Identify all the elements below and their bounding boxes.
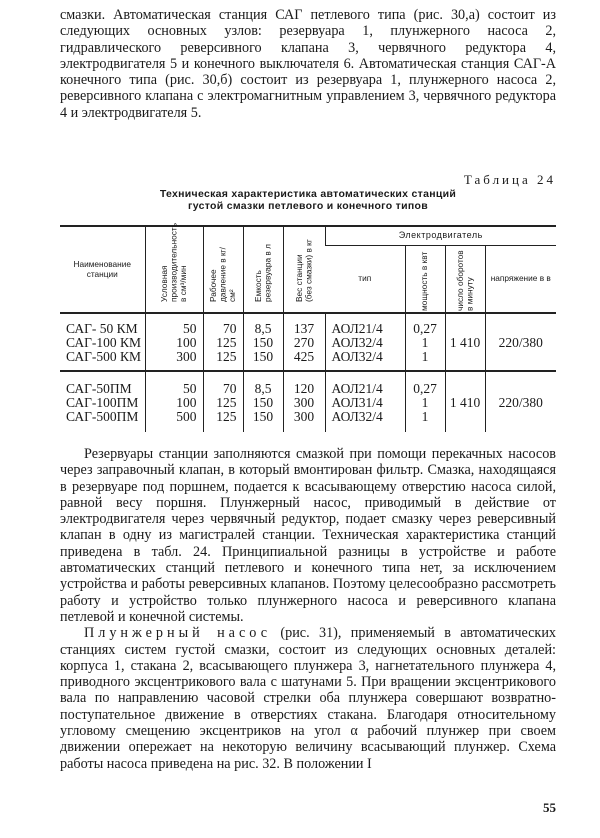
cell-motor-power: 0,27 1 1 bbox=[405, 371, 445, 432]
cell-pressure: 70 125 125 bbox=[203, 313, 243, 371]
table-label: Таблица 24 bbox=[463, 172, 556, 187]
header-pressure: Рабочее давление в кг/см² bbox=[203, 226, 243, 313]
table-group-km bbox=[60, 313, 556, 371]
table-title-line-1: Техническая характеристика автоматических станций bbox=[159, 188, 457, 200]
header-weight: Вес станции (без смазки) в кг bbox=[283, 226, 325, 313]
cell-reservoir: 8,5 150 150 bbox=[243, 371, 283, 432]
header-motor-rpm: число оборотов в минуту bbox=[445, 246, 485, 314]
table-group-pm bbox=[60, 371, 556, 432]
cell-weight: 120 300 300 bbox=[283, 371, 325, 432]
table-row bbox=[60, 313, 556, 371]
cell-reservoir: 8,5 150 150 bbox=[243, 313, 283, 371]
cell-motor-type: АОЛ21/4 АОЛ32/4 АОЛ32/4 bbox=[325, 313, 405, 371]
table-title-line-2: густой смазки петлевого и конечного типов bbox=[188, 200, 428, 212]
header-motor: Электродвигатель bbox=[325, 226, 556, 246]
cell-names: САГ- 50 КМ САГ-100 КМ САГ-500 КМ bbox=[66, 321, 142, 364]
cell-capacity: 50 100 500 bbox=[145, 371, 203, 432]
header-motor-power: мощность в квт bbox=[405, 246, 445, 314]
cell-capacity: 50 100 300 bbox=[145, 313, 203, 371]
header-motor-voltage: напряжение в в bbox=[485, 246, 556, 314]
paragraph-reservoirs: Резервуары станции заполняются смазкой при помощи перекачных насосов через заправочный клапан, в который вмонтирован фильтр. Смазка, находящаяся в резервуаре под поршнем, подается к всасывающему отверстию насоса силой, равной весу поршня. Плунжерный насос, приводимый в действие от электродвигателя через червячный редуктор, подает смазку через реверсивный клапан в одну из магистралей станции. Техническая характеристика станций приведена в табл. 24. Принципиальной разницы в устройстве и работе автоматических станций петлевого и конечного типа нет, за исключением устройства и работы реверсивных клапанов. Поэтому целесообразно рассмотреть работу и устройство только плунжерного насоса и реверсивного клапана петлевой и конечной системы. bbox=[60, 446, 556, 625]
body-text bbox=[60, 446, 556, 772]
cell-motor-rpm: 1 410 bbox=[445, 313, 485, 371]
paragraph-plunger-pump: Плунжерный насос (рис. 31), применяемый в автоматических станциях систем густой смазки, состоит из следующих основных деталей: корпуса 1, стакана 2, всасывающего плунжера 3, нагнетательного плунжера 4, приводного эксцентрикового вала с шатунами 5. При вращении эксцентрикового вала по направлению часовой стрелки оба плунжера совершают возвратно-поступательное движение в отверстиях стакана. Благодаря относительному угловому смещению эксцентриков на угол α рабочий плунжер при своем движении опережает на некоторую величину всасывающий плунжер. Схема работы насоса приведена на рис. 32. В положении I bbox=[60, 625, 556, 772]
cell-motor-type: АОЛ21/4 АОЛ31/4 АОЛ32/4 bbox=[325, 371, 405, 432]
header-reservoir: Емкость резервуара в л bbox=[243, 226, 283, 313]
header-capacity: Условная производительность в см³/мин bbox=[145, 226, 203, 313]
cell-motor-power: 0,27 1 1 bbox=[405, 313, 445, 371]
cell-motor-voltage: 220/380 bbox=[485, 371, 556, 432]
cell-motor-voltage: 220/380 bbox=[485, 313, 556, 371]
header-station-name: Наименование станции bbox=[60, 226, 145, 313]
cell-motor-rpm: 1 410 bbox=[445, 371, 485, 432]
spaced-term: Плунжерный насос bbox=[84, 625, 272, 642]
cell-pressure: 70 125 125 bbox=[203, 371, 243, 432]
table-title bbox=[60, 188, 556, 212]
specs-table bbox=[60, 222, 556, 432]
table-row bbox=[60, 371, 556, 432]
page-number: 55 bbox=[543, 800, 556, 815]
cell-names: САГ-50ПМ САГ-100ПМ САГ-500ПМ bbox=[60, 371, 145, 432]
header-motor-type: тип bbox=[325, 246, 405, 314]
paragraph-station-components: смазки. Автоматическая станция САГ петлевого типа (рис. 30,а) состоит из следующих основных узлов: резервуара 1, плунжерного насоса 2, гидравлического реверсивного клапана 3, червячного редуктора 4, электродвигателя 5 и конечного выключателя 6. Автоматическая станция САГ-А конечного типа (рис. 30,б) состоит из резервуара 1, плунжерного насоса 2, реверсивного клапана с электромагнитным управлением 3, червячного редуктора 4 и электродвигателя 5. bbox=[60, 7, 556, 121]
cell-weight: 137 270 425 bbox=[283, 313, 325, 371]
